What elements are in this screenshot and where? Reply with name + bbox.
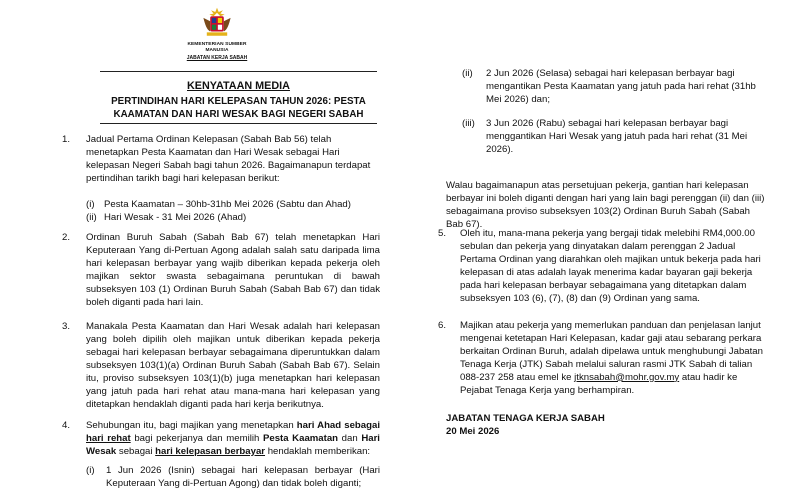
paragraph-text: Jadual Pertama Ordinan Kelepasan (Sabah Bab 56) telah menetapkan Pesta Kaamatan dan Hari Wesak sebagai Hari kelepasan Negeri Sabah bagi tahun 2026. Bagaimanapun terdapat pertindihan tarikh bagi hari kelepasan berikut: [86,134,371,184]
paragraph-number: 2. [62,232,71,243]
text-run: dan [338,432,362,444]
list-item [86,199,380,212]
bottom-divider [100,123,377,124]
paragraph-text: Manakala Pesta Kaamatan dan Hari Wesak adalah hari kelepasan yang boleh dipilih oleh majikan untuk diberikan kepada pekerja sebagai hari kelepasan berbayar sebagaimana diperuntukkan dalam subseksyen 103(1)(a) Ordinan Buruh Sabah (Sabah Bab 67). Selain itu, proviso subseksyen 103(1)(b) juga menetapkan hari kelepasan yang jatuh pada hari rehat atau mana-mana hari kelepasan yang ditetapkan hendaklah diganti pada hari kerja berikutnya. [86,321,380,410]
document-subtitle [100,96,377,121]
text-run: sebagai [116,445,156,457]
text-run: bagi pekerjanya dan memilih [130,432,263,444]
list-item-text: 1 Jun 2026 (Isnin) sebagai hari kelepasan berbayar (Hari Keputeraan Yang di-Pertuan Agong) dan tidak boleh diganti; [106,465,380,489]
bold-text: hari Ahad sebagai [296,420,380,431]
paragraph-text: Ordinan Buruh Sabah (Sabah Bab 67) telah menetapkan Hari Keputeraan Yang di-Pertuan Agong adalah salah satu daripada lima hari kelepasan berbayar yang wajib diberikan kepada pekerja oleh majikan sektor swasta sebagaimana peruntukan di bawah subseksyen 103 (1) Ordinan Buruh Sabah (Sabah Bab 67) dan tidak boleh diganti pada hari lain. [86,232,380,308]
paragraph-text [86,420,380,459]
bold-underlined-text: hari rehat [86,432,131,444]
list-item-label: (i) [86,465,95,476]
subtitle-line-1: PERTINDIHAN HARI KELEPASAN TAHUN 2026: PESTA [111,96,366,107]
bold-text: Wesak [86,445,117,457]
text-run: Majikan atau pekerja yang memerlukan panduan dan penjelasan lanjut mengenai ketetapan Hari Kelepasan, kadar gaji atau sebarang perkara berkaitan Ordinan Buruh, adalah dipelawa untuk menghubungi Jabatan Tenaga Kerja (JTK) Sabah melalui saluran rasmi JTK Sabah di talian 088-237 258 atau emel ke [460,320,763,383]
paragraph-number: 4. [62,420,71,431]
replacement-item-ii [462,68,768,107]
list-item-label: (ii) [86,211,97,223]
paragraph-number: 5. [438,228,447,239]
list-item-label: (iii) [462,118,475,129]
department-name: JABATAN KERJA SABAH [186,54,248,61]
list-item-text: Pesta Kaamatan – 30hb-31hb Mei 2026 (Sabtu dan Ahad) [104,199,351,210]
text-run: atau hadir ke Pejabat Tenaga Kerja yang berhampiran. [460,371,738,396]
paragraph-number: 6. [438,320,447,331]
letterhead [184,6,250,62]
list-item-text: Hari Wesak - 31 Mei 2026 (Ahad) [104,211,247,223]
consent-paragraph: Walau bagaimanapun atas persetujuan pekerja, gantian hari kelepasan berbayar ini boleh diganti dengan hari yang lain bagi perenggan (ii) dan (iii) sebagaimana proviso subseksyen 103(2) Ordinan Buruh Sabah (Sabah Bab 67). [446,180,765,230]
signoff-date: 20 Mei 2026 [446,425,500,437]
list-item [86,212,380,225]
replacement-item-iii [462,118,768,157]
overlap-list [86,199,380,225]
list-item-label: (ii) [462,68,473,79]
list-item-text: 3 Jun 2026 (Rabu) sebagai hari kelepasan berbayar bagi menggantikan Hari Wesak yang jatuh pada hari rehat (31 Mei 2026). [486,118,748,155]
top-divider [100,71,377,72]
paragraph-number: 1. [62,134,71,145]
list-item-text: 2 Jun 2026 (Selasa) sebagai hari kelepasan berbayar bagi mengantikan Pesta Kaamatan yang jatuh pada hari rehat (31hb Mei 2026) dan; [486,68,756,105]
bold-text: Pesta Kaamatan [262,432,339,444]
signoff-department: JABATAN TENAGA KERJA SABAH [446,413,605,424]
subtitle-line-2: KAAMATAN DAN HARI WESAK BAGI NEGERI SABAH [113,108,364,120]
email-link[interactable]: jtknsabah@mohr.gov.my [574,371,680,383]
text-run: Sehubungan itu, bagi majikan yang menetapkan [86,420,297,431]
bold-underlined-text: hari kelepasan berbayar [155,445,266,457]
coat-of-arms-icon [200,6,234,40]
bold-text: Hari [361,432,380,444]
document-title: KENYATAAN MEDIA [187,80,290,92]
signoff [446,413,768,439]
paragraph-text [460,320,768,398]
ministry-name: KEMENTERIAN SUMBER MANUSIA [187,42,247,54]
replacement-item-i [86,465,380,491]
paragraph-number: 3. [62,321,71,332]
list-item-label: (i) [86,199,95,210]
text-run: hendaklah memberikan: [265,445,371,457]
paragraph-text: Oleh itu, mana-mana pekerja yang bergaji tidak melebihi RM4,000.00 sebulan dan pekerja yang dinyatakan dalam perenggan 2 Jadual Pertama Ordinan yang diarahkan oleh majikan untuk bekerja pada hari kelepasan di atas adalah layak menerima kadar bayaran gaji bekerja pada hari kelepasan berbayar sebagaimana yang ditetapkan dalam subseksyen 103 (6), (7), (8) dan (9) Ordinan yang sama. [460,228,761,304]
